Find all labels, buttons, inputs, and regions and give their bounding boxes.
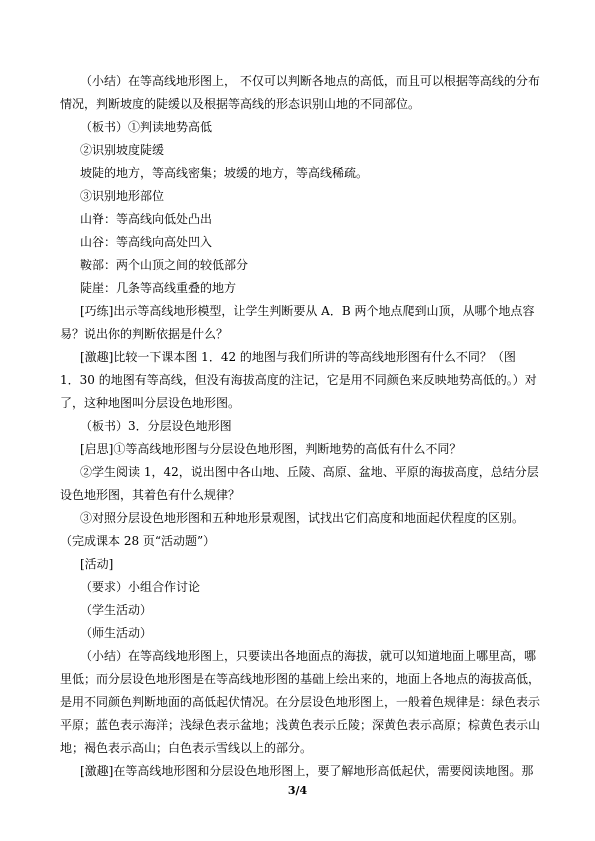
paragraph-line: 陡崖：几条等高线重叠的地方 [80, 281, 237, 295]
paragraph-line: （小结）在等高线地形图上，只要读出各地面点的海拔，就可以知道地面上哪里高，哪 [80, 649, 537, 663]
paragraph-line: 平原；蓝色表示海洋；浅绿色表示盆地；浅黄色表示丘陵；深黄色表示高原；棕黄色表示山 [60, 718, 541, 732]
paragraph-line: ②学生阅读 1，42，说出图中各山地、丘陵、高原、盆地、平原的海拔高度，总结分层 [80, 465, 539, 479]
paragraph-line: 山谷：等高线向高处凹入 [80, 235, 213, 249]
paragraph-line: 1．30 的地图有等高线，但没有海拔高度的注记，它是用不同颜色来反映地势高低的。）对 [60, 373, 537, 387]
paragraph-line: 了，这种地图叫分层设色地形图。 [60, 396, 241, 410]
paragraph-line: [启思]①等高线地形图与分层设色地形图，判断地势的高低有什么不同？ [80, 442, 462, 456]
paragraph-line: 地；褐色表示高山；白色表示雪线以上的部分。 [60, 741, 313, 755]
page-number: 3/4 [287, 784, 308, 797]
paragraph-line: 里低；而分层设色地形图是在等高线地形图的基础上绘出来的，地面上各地点的海拔高低， [60, 672, 541, 686]
paragraph-line: （完成课本 28 页“活动题”） [60, 534, 216, 548]
paragraph-line: （板书）①判读地势高低 [80, 120, 213, 134]
paragraph-line: （板书）3．分层设色地形图 [80, 419, 232, 433]
paragraph-line: （学生活动） [80, 603, 153, 617]
paragraph-line: 易？说出你的判断依据是什么？ [60, 327, 229, 341]
paragraph-line: [激趣]比较一下课本图 1．42 的地图与我们所讲的等高线地形图有什么不同？（图 [80, 350, 516, 364]
paragraph-line: 是用不同颜色判断地面的高低起伏情况。在分层设色地形图上，一般着色规律是：绿色表示 [60, 695, 541, 709]
paragraph-line: （要求）小组合作讨论 [80, 580, 201, 594]
paragraph-line: ②识别坡度陡缓 [80, 143, 165, 157]
paragraph-line: 设色地形图，其着色有什么规律？ [60, 488, 241, 502]
paragraph-line: （小结）在等高线地形图上， 不仅可以判断各地点的高低，而且可以根据等高线的分布 [80, 74, 540, 88]
paragraph-line: [巧练]出示等高线地形模型，让学生判断要从 A．B 两个地点爬到山顶，从哪个地点容 [80, 304, 535, 318]
paragraph-line: 情况，判断坡度的陡缓以及根据等高线的形态识别山地的不同部位。 [60, 97, 421, 111]
paragraph-line: [活动] [80, 557, 114, 571]
paragraph-line: ③识别地形部位 [80, 189, 165, 203]
paragraph-line: （师生活动） [80, 626, 153, 640]
paragraph-line: ③对照分层设色地形图和五种地形景观图，试找出它们高度和地面起伏程度的区别。 [80, 511, 525, 525]
paragraph-line: 鞍部：两个山顶之间的较低部分 [80, 258, 249, 272]
paragraph-line: 坡陡的地方，等高线密集；坡缓的地方，等高线稀疏。 [80, 166, 369, 180]
paragraph-line: [激趣]在等高线地形图和分层设色地形图上，要了解地形高低起伏，需要阅读地图。那 [80, 764, 534, 778]
paragraph-line: 山脊：等高线向低处凸出 [80, 212, 213, 226]
